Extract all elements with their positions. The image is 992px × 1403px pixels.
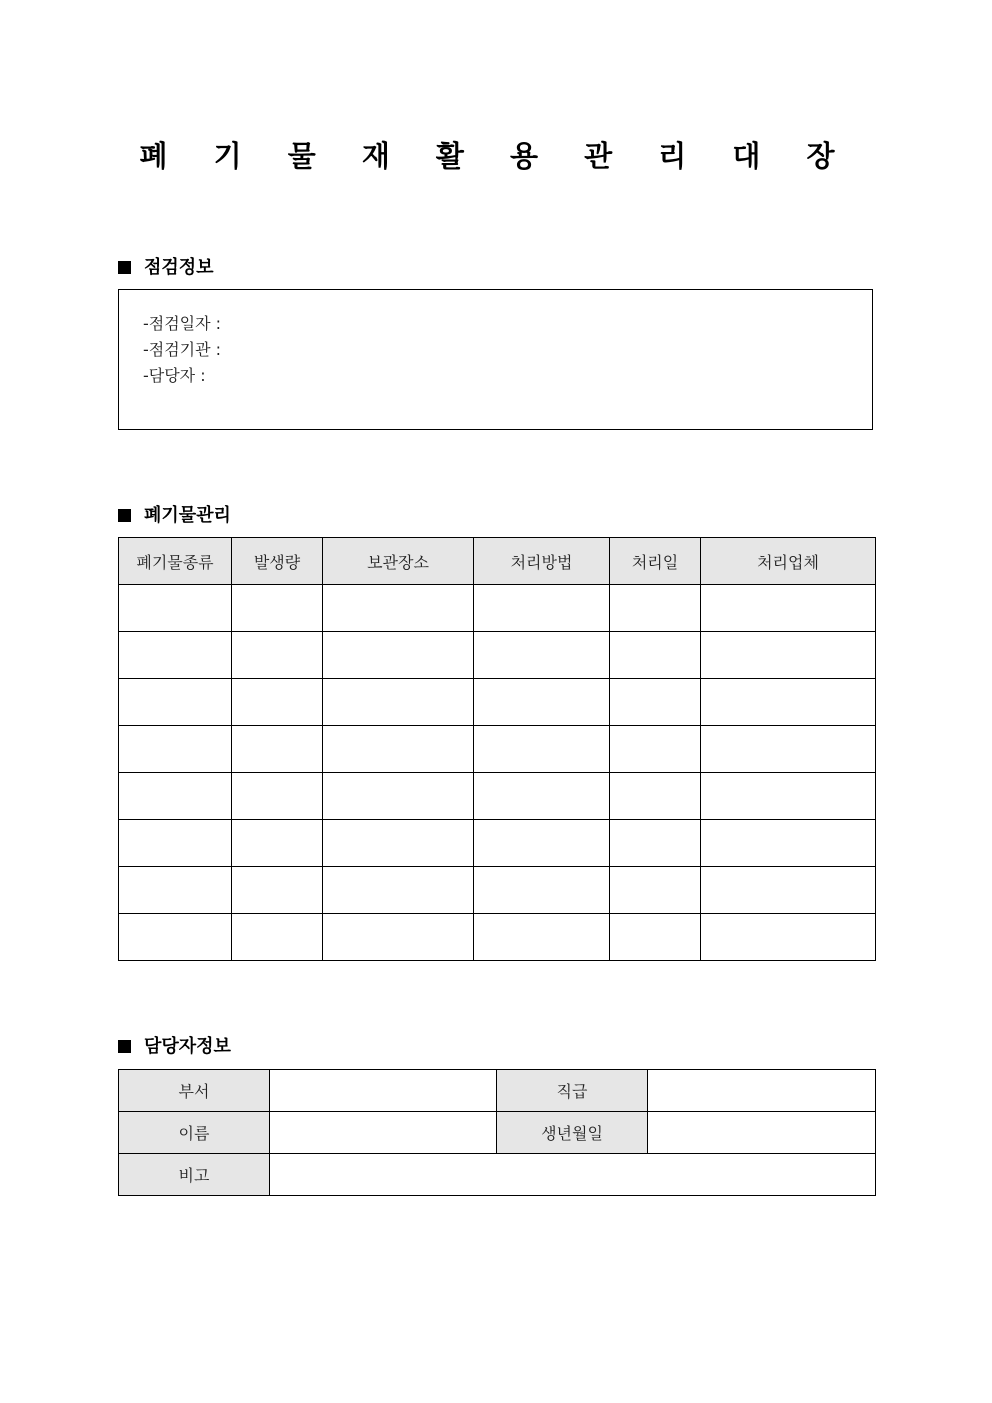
position-label: 직급 [497, 1070, 648, 1112]
table-cell[interactable] [323, 726, 474, 773]
table-cell[interactable] [610, 726, 701, 773]
column-header-waste-type: 폐기물종류 [119, 538, 232, 585]
birthdate-label: 생년월일 [497, 1112, 648, 1154]
table-cell[interactable] [323, 773, 474, 820]
column-header-storage-location: 보관장소 [323, 538, 474, 585]
table-row [119, 1154, 876, 1196]
waste-table-header-row [119, 538, 876, 585]
contact-heading-text: 담당자정보 [144, 1036, 231, 1057]
table-cell[interactable] [474, 632, 610, 679]
table-cell[interactable] [119, 914, 232, 961]
birthdate-field[interactable] [648, 1112, 876, 1154]
name-field[interactable] [270, 1112, 497, 1154]
table-cell[interactable] [610, 632, 701, 679]
table-row [119, 773, 876, 820]
table-row [119, 867, 876, 914]
table-cell[interactable] [323, 914, 474, 961]
table-cell[interactable] [323, 632, 474, 679]
table-cell[interactable] [474, 773, 610, 820]
table-row [119, 726, 876, 773]
table-cell[interactable] [701, 679, 876, 726]
name-label: 이름 [119, 1112, 270, 1154]
inspection-agency-line: -점검기관 : [143, 340, 222, 359]
table-cell[interactable] [232, 632, 323, 679]
column-header-treatment-method: 처리방법 [474, 538, 610, 585]
table-cell[interactable] [323, 820, 474, 867]
table-row [119, 914, 876, 961]
inspection-info-box [118, 289, 873, 430]
table-cell[interactable] [232, 726, 323, 773]
inspection-date-line: -점검일자 : [143, 314, 222, 333]
table-cell[interactable] [610, 820, 701, 867]
table-cell[interactable] [474, 820, 610, 867]
remarks-label: 비고 [119, 1154, 270, 1196]
table-cell[interactable] [701, 867, 876, 914]
table-cell[interactable] [701, 820, 876, 867]
table-cell[interactable] [474, 679, 610, 726]
table-cell[interactable] [232, 585, 323, 632]
square-bullet-icon [118, 509, 131, 522]
table-cell[interactable] [119, 585, 232, 632]
table-row [119, 679, 876, 726]
table-cell[interactable] [232, 820, 323, 867]
table-cell[interactable] [119, 773, 232, 820]
table-cell[interactable] [610, 867, 701, 914]
inspection-heading-text: 점검정보 [144, 257, 214, 278]
table-cell[interactable] [119, 679, 232, 726]
table-cell[interactable] [610, 585, 701, 632]
square-bullet-icon [118, 261, 131, 274]
waste-section-heading [118, 501, 231, 527]
table-row [119, 585, 876, 632]
table-cell[interactable] [323, 867, 474, 914]
remarks-field[interactable] [270, 1154, 876, 1196]
table-cell[interactable] [232, 867, 323, 914]
table-cell[interactable] [701, 914, 876, 961]
inspector-line: -담당자 : [143, 366, 206, 385]
table-cell[interactable] [232, 679, 323, 726]
table-cell[interactable] [474, 585, 610, 632]
table-cell[interactable] [701, 585, 876, 632]
table-row [119, 820, 876, 867]
table-cell[interactable] [232, 773, 323, 820]
table-cell[interactable] [119, 632, 232, 679]
waste-heading-text: 폐기물관리 [144, 505, 231, 526]
table-row [119, 1112, 876, 1154]
contact-section-heading [118, 1032, 231, 1058]
table-row [119, 632, 876, 679]
department-field[interactable] [270, 1070, 497, 1112]
table-cell[interactable] [119, 820, 232, 867]
table-cell[interactable] [232, 914, 323, 961]
inspection-section-heading [118, 253, 214, 279]
table-cell[interactable] [610, 914, 701, 961]
column-header-treatment-date: 처리일 [610, 538, 701, 585]
table-cell[interactable] [701, 773, 876, 820]
position-field[interactable] [648, 1070, 876, 1112]
column-header-amount: 발생량 [232, 538, 323, 585]
table-cell[interactable] [474, 867, 610, 914]
document-title: 폐 기 물 재 활 용 관 리 대 장 [139, 139, 853, 173]
table-cell[interactable] [119, 867, 232, 914]
table-cell[interactable] [119, 726, 232, 773]
waste-table-body [119, 585, 876, 961]
table-row [119, 1070, 876, 1112]
table-cell[interactable] [610, 679, 701, 726]
table-cell[interactable] [474, 914, 610, 961]
square-bullet-icon [118, 1040, 131, 1053]
waste-table [118, 537, 876, 961]
column-header-treatment-company: 처리업체 [701, 538, 876, 585]
contact-table [118, 1069, 876, 1196]
table-cell[interactable] [701, 726, 876, 773]
table-cell[interactable] [323, 585, 474, 632]
table-cell[interactable] [323, 679, 474, 726]
table-cell[interactable] [701, 632, 876, 679]
table-cell[interactable] [474, 726, 610, 773]
department-label: 부서 [119, 1070, 270, 1112]
table-cell[interactable] [610, 773, 701, 820]
